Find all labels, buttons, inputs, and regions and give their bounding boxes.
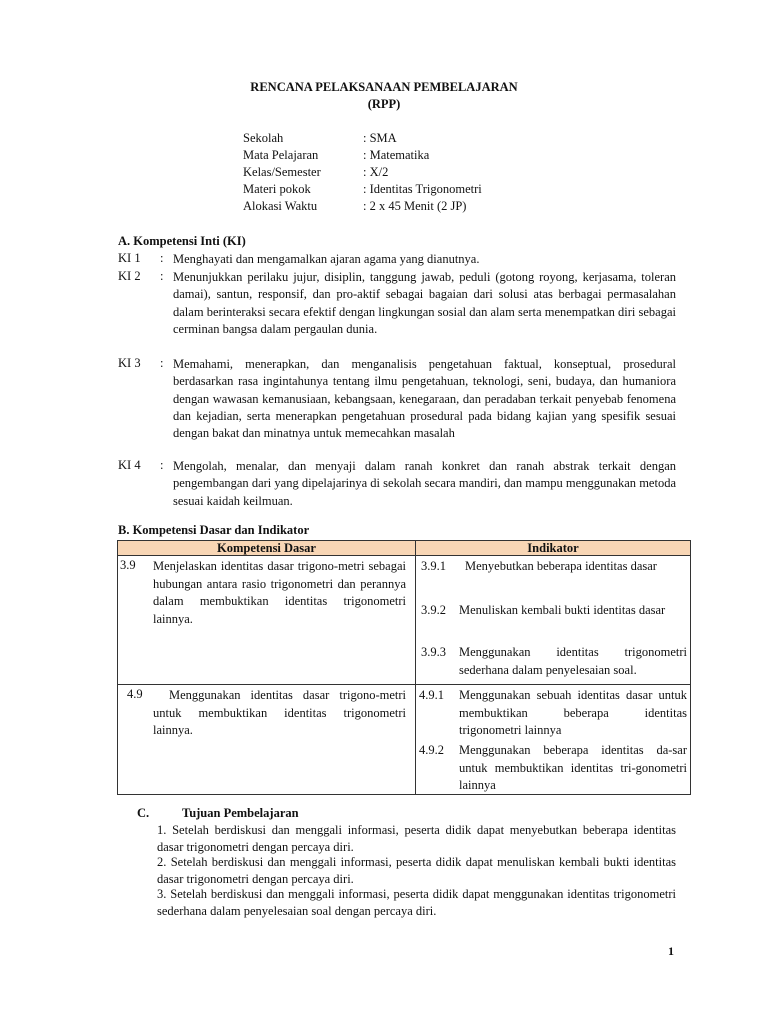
ki-number: KI 2	[118, 269, 141, 283]
indicator-text: Menyebutkan beberapa identitas dasar	[465, 559, 657, 573]
ki-text: Mengolah, menalar, dan menyaji dalam ranah konkret dan ranah abstrak terkait dengan pengembangan dari yang dipelajarinya di sekolah secara mandiri, dan mampu menggunakan metoda sesuai kaidah keilmuan.	[173, 459, 676, 508]
goal-item: 1. Setelah berdiskusi dan menggali informasi, peserta didik dapat menyebutkan beberapa identitas dasar trigonometri dengan percaya diri.	[157, 823, 676, 854]
info-label: Sekolah	[243, 131, 284, 145]
indicator-text: Menggunakan identitas trigonometri sederhana dalam penyelesaian soal.	[459, 645, 687, 677]
info-value: : Matematika	[363, 148, 430, 162]
section-a-heading: A. Kompetensi Inti (KI)	[118, 234, 246, 248]
section-b-heading: B. Kompetensi Dasar dan Indikator	[118, 523, 310, 537]
indicator-text: Menuliskan kembali bukti identitas dasar	[459, 603, 666, 617]
kd-text: Menggunakan identitas dasar trigono-metri untuk membuktikan identitas trigonometri lainnya.	[153, 688, 406, 737]
goal-item: 3. Setelah berdiskusi dan menggali informasi, peserta didik dapat menggunakan identitas trigonometri sederhana dalam penyelesaian soal dengan percaya diri.	[157, 887, 676, 918]
ki-text: Menunjukkan perilaku jujur, disiplin, tanggung jawab, peduli (gotong royong, kerjasama, toleran damai), santun, responsif, dan pro-aktif sebagai bagaian dari solusi atas berbagai permasalahan dalam berinteraksi secara efektif dengan lingkungan sosial dan alam serta menempatkan diri sebagai cerminan bangsa dalam pergaulan dunia.	[173, 270, 676, 336]
indicator-text: Menggunakan sebuah identitas dasar untuk membuktikan beberapa identitas trigonometri lainnya	[459, 688, 687, 737]
kd-number: 4.9	[127, 687, 143, 701]
table-row	[118, 556, 691, 685]
info-value: : SMA	[363, 131, 397, 145]
info-label: Alokasi Waktu	[243, 199, 318, 213]
section-c-letter: C.	[137, 806, 150, 820]
info-value: : 2 x 45 Menit (2 JP)	[363, 199, 467, 213]
info-label: Mata Pelajaran	[243, 148, 319, 162]
ki-text: Menghayati dan mengamalkan ajaran agama yang dianutnya.	[173, 252, 480, 266]
document-title: RENCANA PELAKSANAAN PEMBELAJARAN	[250, 80, 518, 94]
info-value: : Identitas Trigonometri	[363, 182, 482, 196]
info-label: Kelas/Semester	[243, 165, 321, 179]
ki-number: KI 1	[118, 251, 141, 265]
ki-number: KI 3	[118, 356, 141, 370]
kd-text: Menjelaskan identitas dasar trigono-metri sebagai hubungan antara rasio trigonometri dan perannya dalam membuktikan identitas trigonometri lainnya.	[153, 559, 406, 626]
indicator-cell	[416, 685, 691, 795]
ki-number: KI 4	[118, 458, 141, 472]
table-header-row	[118, 541, 691, 556]
kd-indicator-table	[117, 540, 691, 795]
column-header-indikator: Indikator	[416, 541, 691, 556]
document-subtitle: (RPP)	[367, 97, 401, 111]
info-value: : X/2	[363, 165, 389, 179]
info-label: Materi pokok	[243, 182, 311, 196]
indicator-number: 4.9.1	[419, 688, 444, 702]
ki-colon: :	[160, 251, 164, 265]
indicator-cell	[416, 556, 691, 685]
section-c-heading: Tujuan Pembelajaran	[182, 806, 299, 820]
page-number: 1	[668, 944, 674, 958]
indicator-number: 3.9.1	[421, 559, 446, 573]
kd-cell	[118, 556, 416, 685]
indicator-number: 3.9.3	[421, 645, 446, 659]
ki-text: Memahami, menerapkan, dan menganalisis pengetahuan faktual, konseptual, prosedural berdasarkan rasa ingintahunya tentang ilmu pengetahuan, teknologi, seni, budaya, dan humaniora dengan wawasan kemanusiaan, kebangsaan, kenegaraan, dan peradaban terkait penyebab fenomena dan kejadian, serta menerapkan pengetahuan prosedural pada bidang kajian yang spesifik sesuai dengan bakat dan minatnya untuk memecahkan masalah	[173, 357, 676, 441]
column-header-kompetensi-dasar: Kompetensi Dasar	[118, 541, 416, 556]
ki-colon: :	[160, 458, 164, 472]
indicator-number: 3.9.2	[421, 603, 446, 617]
table-row	[118, 685, 691, 795]
goal-item: 2. Setelah berdiskusi dan menggali informasi, peserta didik dapat menuliskan kembali bukti identitas dasar trigonometri dengan percaya diri.	[157, 855, 676, 886]
ki-colon: :	[160, 356, 164, 370]
indicator-text: Menggunakan beberapa identitas da-sar untuk membuktikan identitas tri-gonometri lainnya	[459, 743, 687, 792]
kd-cell	[118, 685, 416, 795]
kd-number: 3.9	[120, 558, 136, 572]
ki-colon: :	[160, 269, 164, 283]
indicator-number: 4.9.2	[419, 743, 444, 757]
